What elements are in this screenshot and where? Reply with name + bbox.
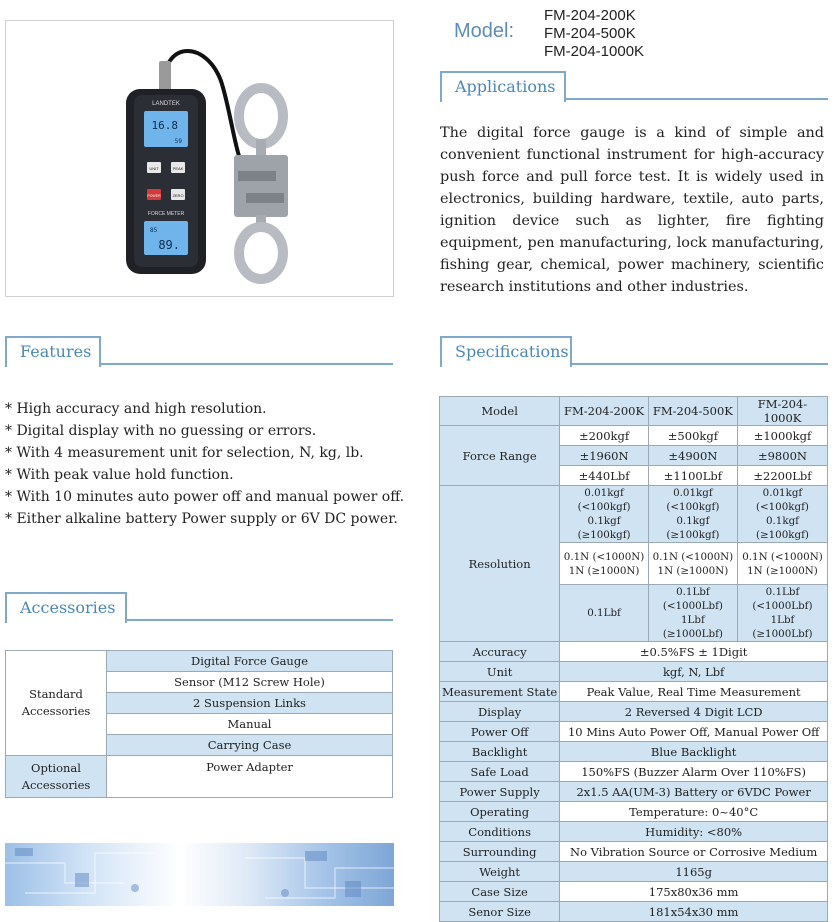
- feature-item: * With 4 measurement unit for selection, N, kg, lb.: [5, 445, 364, 461]
- resolution-cell: 0.01kgf (<100kgf) 0.1kgf (≥100kgf): [648, 486, 737, 543]
- spec-value: 175x80x36 mm: [560, 882, 828, 902]
- spec-label: Senor Size: [440, 902, 560, 922]
- force-meter-label: FORCE METER: [147, 211, 185, 217]
- lcd-bottom-value: 89.: [158, 238, 180, 252]
- spec-header-cell: FM-204-500K: [648, 397, 737, 426]
- applications-title: Applications: [455, 77, 556, 96]
- resolution-cell: 0.1Lbf (<1000Lbf) 1Lbf (≥1000Lbf): [648, 585, 737, 642]
- model-item: FM-204-1000K: [544, 43, 645, 60]
- features-title: Features: [20, 342, 92, 361]
- specifications-title: Specifications: [455, 342, 569, 361]
- feature-item: * High accuracy and high resolution.: [5, 401, 267, 417]
- accessory-item: 2 Suspension Links: [107, 693, 393, 714]
- spec-label: Surrounding: [440, 842, 560, 862]
- resolution-cell: 0.01kgf (<100kgf) 0.1kgf (≥100kgf): [560, 486, 649, 543]
- spec-label: Resolution: [440, 486, 560, 642]
- spec-label: Power Supply: [440, 782, 560, 802]
- model-list: [544, 7, 644, 61]
- peak-key-label: PEAK: [172, 166, 184, 171]
- spec-header-cell: Model: [440, 397, 560, 426]
- power-key-label: POWER: [147, 194, 161, 198]
- features-list: [5, 398, 405, 530]
- applications-text: The digital force gauge is a kind of simple and convenient functional instrument for high-accuracy push force and pull force test. It is widely used in electronics, building hardware, textile, auto parts, ignition device such as lighter, fire fighting equipment, pen manufacturing, lock manufacturing, fishing gear, chemical, power machinery, scientific research institutions and other industries.: [440, 125, 824, 295]
- spec-label: Safe Load: [440, 762, 560, 782]
- accessory-item: Digital Force Gauge: [107, 651, 393, 672]
- optional-accessories-label: Optional Accessories: [6, 756, 107, 798]
- lcd-top-small: 59: [174, 138, 182, 145]
- spec-value: 1165g: [560, 862, 828, 882]
- spec-label: Power Off: [440, 722, 560, 742]
- spec-label: Measurement State: [440, 682, 560, 702]
- feature-item: * Digital display with no guessing or errors.: [5, 423, 317, 439]
- spec-value: ±0.5%FS ± 1Digit: [560, 642, 828, 662]
- model-item: FM-204-500K: [544, 25, 636, 42]
- spec-header-cell: FM-204-200K: [560, 397, 649, 426]
- resolution-cell: 0.1Lbf: [560, 585, 649, 642]
- spec-value: 150%FS (Buzzer Alarm Over 110%FS): [560, 762, 828, 782]
- spec-label: Conditions: [440, 822, 560, 842]
- brand-label: LANDTEK: [152, 101, 180, 107]
- spec-value: ±4900N: [648, 446, 737, 466]
- circuit-pattern: [5, 843, 394, 906]
- zero-key-label: ZERO: [172, 193, 184, 198]
- spec-value: ±1000kgf: [737, 426, 827, 446]
- spec-value: ±1960N: [560, 446, 649, 466]
- spec-value: ±200kgf: [560, 426, 649, 446]
- spec-value: 2 Reversed 4 Digit LCD: [560, 702, 828, 722]
- spec-value: Temperature: 0~40°C: [560, 802, 828, 822]
- spec-value: 2x1.5 AA(UM-3) Battery or 6VDC Power: [560, 782, 828, 802]
- spec-label: Weight: [440, 862, 560, 882]
- spec-label: Backlight: [440, 742, 560, 762]
- spec-label: Force Range: [440, 426, 560, 486]
- spec-header-cell: FM-204-1000K: [737, 397, 827, 426]
- spec-value: 10 Mins Auto Power Off, Manual Power Off: [560, 722, 828, 742]
- specifications-table: [439, 396, 828, 922]
- spec-label: Case Size: [440, 882, 560, 902]
- resolution-cell: 0.1N (<1000N) 1N (≥1000N): [737, 543, 827, 585]
- model-item: FM-204-200K: [544, 7, 636, 24]
- spec-label: Accuracy: [440, 642, 560, 662]
- circuit-banner-image: [5, 843, 394, 906]
- model-label: Model:: [454, 20, 515, 42]
- spec-label: Operating: [440, 802, 560, 822]
- spec-value: ±500kgf: [648, 426, 737, 446]
- accessory-item: Carrying Case: [107, 735, 393, 756]
- spec-value: ±1100Lbf: [648, 466, 737, 486]
- product-photo: [5, 20, 394, 297]
- feature-item: * Either alkaline battery Power supply or 6V DC power.: [5, 511, 398, 527]
- accessory-item: Power Adapter: [107, 756, 393, 798]
- spec-value: Humidity: <80%: [560, 822, 828, 842]
- unit-key-label: UNIT: [149, 166, 159, 171]
- accessories-title: Accessories: [20, 598, 116, 617]
- resolution-cell: 0.1N (<1000N) 1N (≥1000N): [560, 543, 649, 585]
- spec-value: No Vibration Source or Corrosive Medium: [560, 842, 828, 862]
- accessory-item: Sensor (M12 Screw Hole): [107, 672, 393, 693]
- resolution-cell: 0.01kgf (<100kgf) 0.1kgf (≥100kgf): [737, 486, 827, 543]
- spec-label: Unit: [440, 662, 560, 682]
- force-gauge-illustration: [6, 21, 393, 296]
- feature-item: * With 10 minutes auto power off and manual power off.: [5, 489, 405, 505]
- spec-value: ±440Lbf: [560, 466, 649, 486]
- spec-value: ±2200Lbf: [737, 466, 827, 486]
- lcd-bottom-small: 85: [150, 227, 158, 234]
- standard-accessories-label: Standard Accessories: [6, 651, 107, 756]
- resolution-cell: 0.1N (<1000N) 1N (≥1000N): [648, 543, 737, 585]
- feature-item: * With peak value hold function.: [5, 467, 234, 483]
- spec-value: 181x54x30 mm: [560, 902, 828, 922]
- accessories-table: [5, 650, 393, 798]
- spec-value: Peak Value, Real Time Measurement: [560, 682, 828, 702]
- resolution-cell: 0.1Lbf (<1000Lbf) 1Lbf (≥1000Lbf): [737, 585, 827, 642]
- accessory-item: Manual: [107, 714, 393, 735]
- spec-value: kgf, N, Lbf: [560, 662, 828, 682]
- spec-label: Display: [440, 702, 560, 722]
- spec-value: Blue Backlight: [560, 742, 828, 762]
- spec-value: ±9800N: [737, 446, 827, 466]
- lcd-top-value: 16.8: [151, 119, 178, 132]
